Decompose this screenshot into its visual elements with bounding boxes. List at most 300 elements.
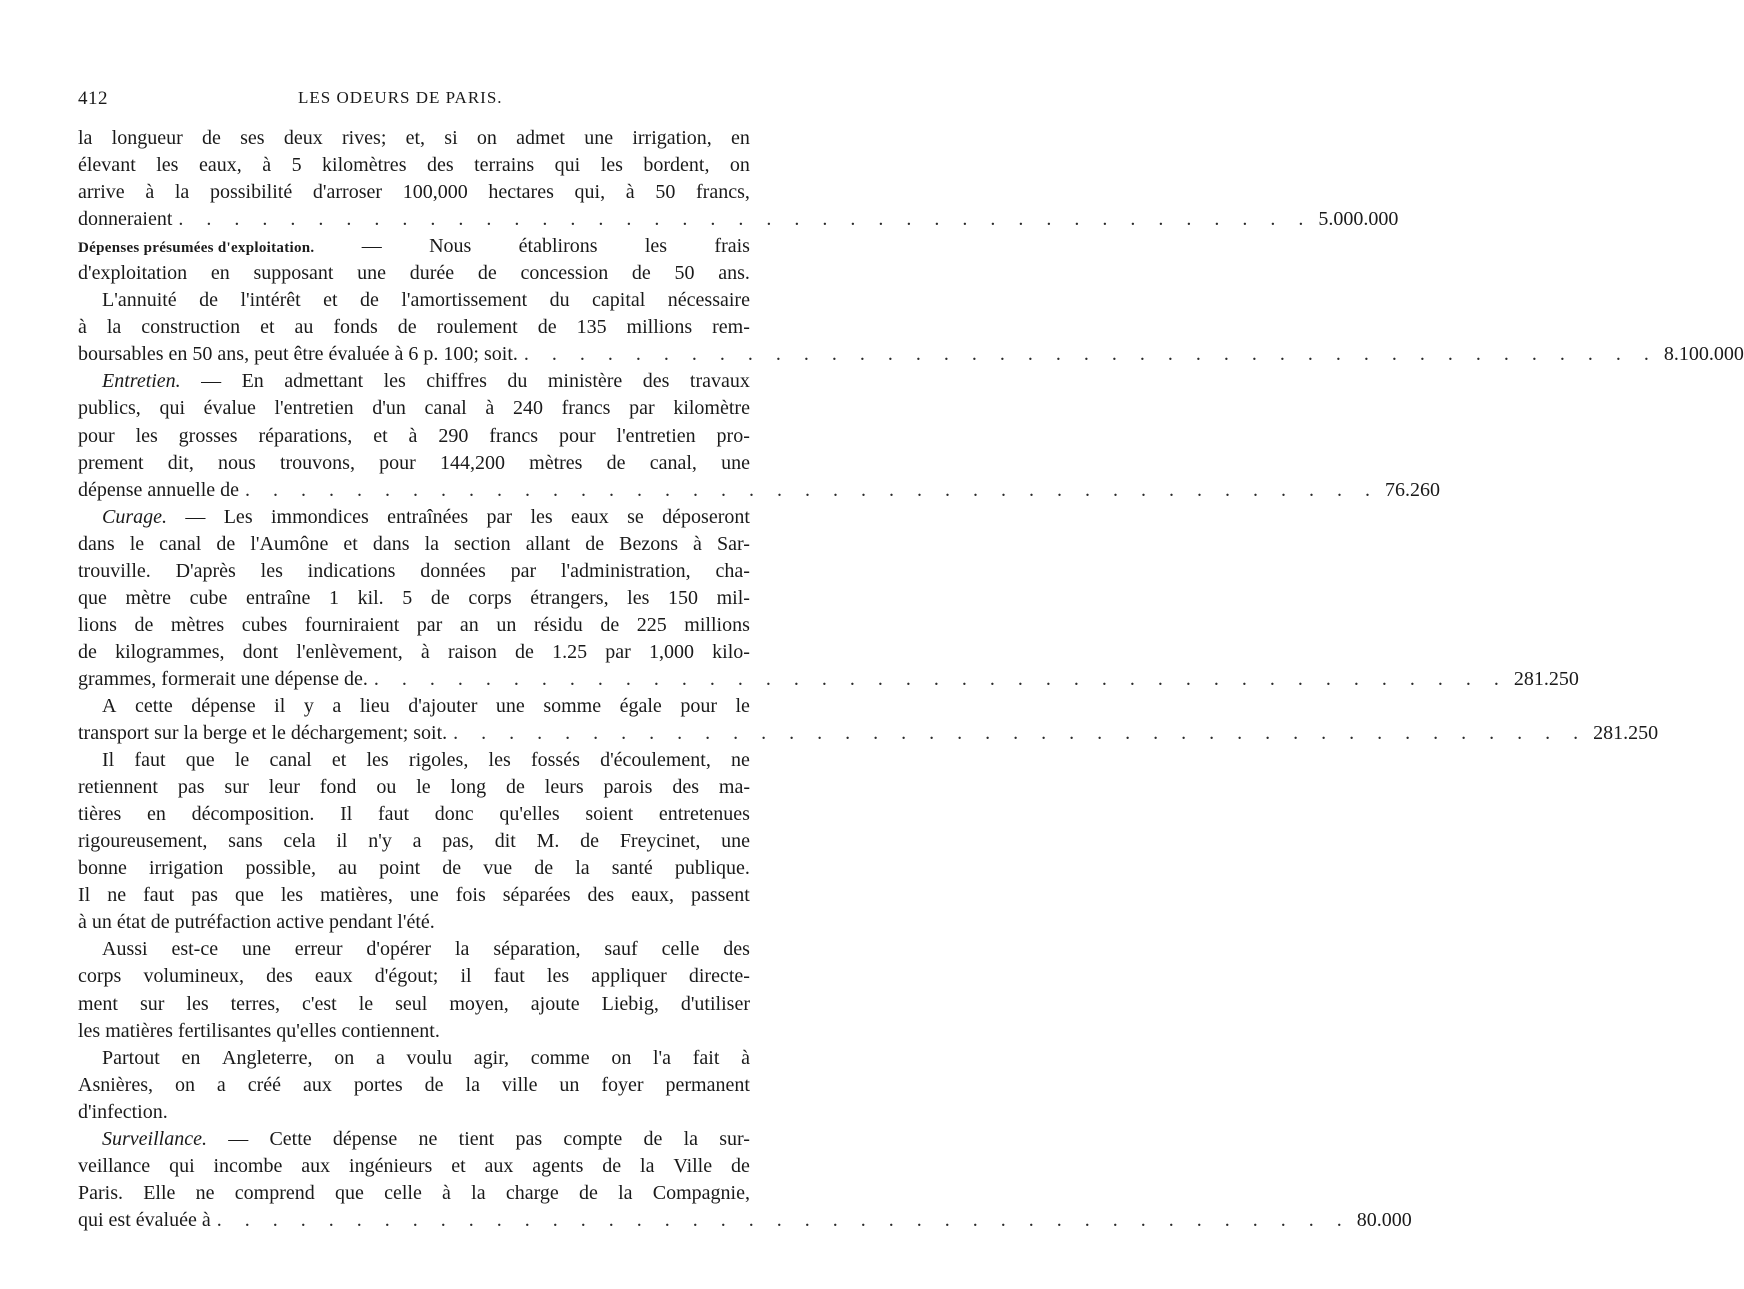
- word: Il: [78, 884, 91, 907]
- word: bordent,: [643, 154, 710, 177]
- word: kilo-: [712, 640, 750, 663]
- word: Nous: [429, 235, 472, 258]
- word: les: [530, 505, 553, 528]
- word: charge: [505, 1181, 559, 1204]
- word: et: [260, 316, 275, 339]
- word: kil.: [357, 586, 384, 609]
- word: M.: [536, 830, 560, 853]
- word: l'entretien: [274, 397, 354, 420]
- word: canal: [159, 532, 202, 555]
- word: de: [578, 1181, 598, 1204]
- word: donc: [434, 803, 474, 826]
- word: rives;: [341, 127, 387, 149]
- text-line: [78, 287, 750, 314]
- word: un: [496, 613, 517, 636]
- text-line: [78, 612, 750, 639]
- word: de: [731, 1154, 750, 1177]
- word: entraîne: [245, 586, 311, 609]
- word: eaux,: [631, 884, 674, 907]
- word: irrigation,: [632, 127, 712, 149]
- word: francs,: [696, 181, 750, 204]
- word: pas: [177, 776, 205, 799]
- word: veillance: [78, 1154, 151, 1177]
- word: la: [465, 1073, 480, 1096]
- word: en: [181, 1046, 201, 1069]
- text-line: [78, 828, 750, 855]
- word: mètre: [125, 586, 172, 609]
- page-header: [78, 88, 748, 116]
- word: publics,: [78, 397, 141, 420]
- word: la: [471, 1181, 486, 1204]
- line-text: à un état de putréfaction active pendant l'été.: [78, 911, 435, 934]
- word: et,: [405, 127, 426, 149]
- word: travaux: [689, 370, 750, 393]
- body-text: [78, 125, 1744, 1234]
- word: en: [147, 803, 166, 826]
- word: voulu: [406, 1046, 453, 1069]
- text-line: [78, 720, 1659, 747]
- word: retiennent: [78, 776, 158, 799]
- word: qui,: [574, 181, 606, 204]
- word: —: [185, 505, 206, 528]
- word: le: [735, 694, 750, 717]
- word: à: [693, 532, 702, 555]
- word: il: [460, 965, 472, 988]
- text-line: [78, 1153, 750, 1180]
- word: d'un: [372, 397, 406, 420]
- word: a: [216, 1073, 226, 1096]
- word: pour: [558, 424, 596, 447]
- word: de: [515, 640, 534, 663]
- word: Bezons: [619, 532, 678, 555]
- word: Asnières,: [78, 1073, 153, 1096]
- word: lions: [78, 613, 117, 636]
- word: tient: [458, 1127, 495, 1150]
- word: à: [262, 154, 272, 177]
- word: Paris.: [78, 1181, 123, 1204]
- word: leurs: [544, 776, 584, 799]
- word: que: [185, 749, 215, 772]
- word: canal,: [649, 451, 697, 474]
- word: a: [332, 694, 342, 717]
- word: aux: [484, 1154, 514, 1177]
- word: francs: [489, 424, 539, 447]
- text-line: [78, 666, 1579, 693]
- word: d'utiliser: [680, 992, 750, 1015]
- word: faut: [143, 884, 175, 907]
- text-line: [78, 801, 750, 828]
- word: les: [156, 154, 179, 177]
- amount-value: 8.100.000: [1663, 343, 1744, 366]
- word: de: [643, 1127, 663, 1150]
- word: l'enlèvement,: [296, 640, 403, 663]
- word: dans: [78, 532, 115, 555]
- word: au: [338, 857, 358, 880]
- line-text: transport sur la berge et le déchargement; soit.: [78, 722, 448, 745]
- text-line: [78, 341, 1744, 368]
- word: de: [199, 289, 219, 312]
- text-line: [78, 1126, 750, 1153]
- line-text: boursables en 50 ans, peut être évaluée à 6 p. 100; soit.: [78, 343, 518, 366]
- word: sauf: [604, 938, 638, 961]
- word: par: [605, 640, 631, 663]
- word: de: [534, 857, 554, 880]
- word: à: [145, 181, 155, 204]
- word: que: [78, 586, 107, 609]
- word: qui: [159, 397, 185, 420]
- word: sur: [224, 776, 249, 799]
- word: d'écoulement,: [600, 749, 711, 772]
- word: roulement: [436, 316, 518, 339]
- word: construction: [141, 316, 241, 339]
- text-line: [78, 504, 750, 531]
- word: la: [575, 857, 590, 880]
- word: —: [361, 235, 382, 258]
- word: trouville.: [78, 559, 151, 582]
- word: de: [606, 451, 626, 474]
- word: une: [242, 938, 271, 961]
- word: immondices: [270, 505, 369, 528]
- word: francs: [561, 397, 611, 420]
- word: ans.: [718, 262, 750, 285]
- word: comme: [530, 1046, 590, 1069]
- word: on: [334, 1046, 355, 1069]
- word: eaux: [314, 965, 353, 988]
- word: corps: [78, 965, 122, 988]
- word: séparées: [502, 884, 571, 907]
- text-line: [78, 152, 750, 179]
- word: 1: [328, 586, 339, 609]
- word: les: [600, 154, 623, 177]
- word: par: [510, 559, 537, 582]
- word: irrigation: [148, 857, 224, 880]
- word: section: [454, 532, 511, 555]
- word: de: [505, 776, 525, 799]
- word: faut: [134, 749, 166, 772]
- word: 150: [667, 586, 698, 609]
- word: ou: [376, 776, 397, 799]
- word: —: [201, 370, 222, 393]
- word: compte: [563, 1127, 623, 1150]
- word: les: [135, 424, 158, 447]
- word: dit: [494, 830, 516, 853]
- word: de: [134, 613, 154, 636]
- word: décomposition.: [191, 803, 315, 826]
- word: des: [642, 370, 670, 393]
- word: de: [397, 316, 417, 339]
- word: l'Aumône: [250, 532, 329, 555]
- word: fait: [692, 1046, 720, 1069]
- amount-value: 281.250: [1513, 667, 1579, 690]
- text-line: [78, 747, 750, 774]
- text-line: [78, 125, 750, 152]
- word: corps: [468, 586, 512, 609]
- word: en: [731, 127, 750, 149]
- word: durée: [409, 262, 455, 285]
- italic-heading: Curage.: [102, 505, 167, 528]
- word: les: [546, 965, 570, 988]
- word: Cette: [269, 1127, 312, 1150]
- word: égale: [619, 694, 662, 717]
- word: long: [450, 776, 487, 799]
- word: de: [430, 586, 450, 609]
- word: lieu: [359, 694, 390, 717]
- text-line: [78, 1045, 750, 1072]
- word: pas: [515, 1127, 543, 1150]
- word: ingénieurs: [349, 1154, 433, 1177]
- word: ne: [107, 884, 127, 907]
- word: longueur: [111, 127, 183, 149]
- word: la: [683, 1127, 699, 1150]
- word: de: [602, 1154, 622, 1177]
- word: D'après: [175, 559, 236, 582]
- word: d'exploitation: [78, 262, 188, 285]
- word: kilomètres: [322, 154, 407, 177]
- word: la: [424, 532, 439, 555]
- text-line: [78, 1180, 750, 1207]
- word: entretenues: [658, 803, 750, 826]
- word: possible,: [245, 857, 317, 880]
- word: dépense: [191, 694, 256, 717]
- word: des: [672, 776, 699, 799]
- word: du: [549, 289, 570, 312]
- dot-leader: . . . . . . . . . . . . . . . . . . . . . . . . . . . . . . . . . . . . . . . . .: [245, 478, 1380, 501]
- word: que: [234, 884, 264, 907]
- italic-heading: Entretien.: [102, 370, 181, 393]
- word: mètres: [170, 613, 225, 636]
- word: concession: [520, 262, 609, 285]
- word: agents: [532, 1154, 584, 1177]
- word: si: [444, 127, 458, 149]
- word: les: [488, 749, 511, 772]
- word: 1.25: [552, 640, 588, 663]
- word: appliquer: [591, 965, 667, 988]
- word: erreur: [294, 938, 343, 961]
- word: tières: [78, 803, 122, 826]
- word: rem-: [712, 316, 750, 339]
- word: établirons: [518, 235, 598, 258]
- word: vue: [483, 857, 513, 880]
- word: de: [360, 289, 379, 312]
- word: une: [495, 694, 525, 717]
- word: portes: [353, 1073, 403, 1096]
- word: fonds: [333, 316, 378, 339]
- word: c'est: [302, 992, 337, 1015]
- word: kilogrammes,: [115, 640, 225, 663]
- word: permanent: [665, 1073, 750, 1096]
- word: eaux,: [198, 154, 242, 177]
- word: par: [416, 613, 443, 636]
- word: l'entretien: [616, 424, 696, 447]
- text-line: [78, 1072, 750, 1099]
- word: pour: [379, 451, 416, 474]
- word: celle: [661, 938, 700, 961]
- word: ne: [418, 1127, 438, 1150]
- text-line: [78, 450, 750, 477]
- word: par: [629, 397, 655, 420]
- word: par: [486, 505, 513, 528]
- word: Angleterre,: [222, 1046, 313, 1069]
- word: de: [477, 262, 497, 285]
- word: la: [174, 181, 190, 204]
- word: publique.: [674, 857, 750, 880]
- word: les: [644, 235, 668, 258]
- line-text: d'infection.: [78, 1100, 168, 1123]
- line-text: qui est évaluée à: [78, 1208, 211, 1231]
- word: un: [559, 1073, 580, 1096]
- word: pas: [191, 884, 218, 907]
- word: 50: [655, 181, 676, 204]
- word: En: [241, 370, 264, 393]
- word: rigoureusement,: [78, 830, 208, 853]
- word: seul: [395, 992, 428, 1015]
- word: la: [106, 316, 122, 339]
- word: de: [202, 127, 221, 149]
- line-text: dépense annuelle de: [78, 478, 240, 501]
- word: à: [625, 181, 635, 204]
- word: agir,: [473, 1046, 510, 1069]
- word: millions: [684, 613, 750, 636]
- word: pour: [680, 694, 717, 717]
- word: soient: [585, 803, 634, 826]
- word: raison: [447, 640, 497, 663]
- text-line: [78, 855, 750, 882]
- word: admettant: [284, 370, 364, 393]
- word: il: [274, 694, 286, 717]
- word: la: [454, 938, 470, 961]
- word: canal: [424, 397, 467, 420]
- word: 1,000: [649, 640, 694, 663]
- word: de: [216, 532, 236, 555]
- word: le: [358, 992, 374, 1015]
- word: des: [587, 884, 615, 907]
- word: admet: [516, 127, 565, 149]
- word: Partout: [102, 1046, 160, 1069]
- word: ses: [240, 127, 265, 149]
- word: il: [336, 830, 348, 853]
- word: le: [129, 532, 145, 555]
- word: foyer: [601, 1073, 644, 1096]
- word: y: [303, 694, 314, 717]
- word: l'intérêt: [240, 289, 301, 312]
- word: —: [228, 1127, 249, 1150]
- word: une: [721, 451, 750, 474]
- word: au: [294, 316, 314, 339]
- word: à: [485, 397, 495, 420]
- word: bonne: [78, 857, 127, 880]
- word: données: [420, 559, 486, 582]
- text-line: [78, 423, 750, 450]
- word: comprend: [234, 1181, 315, 1204]
- word: aux: [301, 1154, 331, 1177]
- word: a: [375, 1046, 385, 1069]
- word: L'annuité: [102, 289, 177, 312]
- page-number: 412: [78, 88, 108, 109]
- text-line: [78, 395, 750, 422]
- text-line: [78, 314, 750, 341]
- word: de: [442, 857, 462, 880]
- italic-heading: Surveillance.: [102, 1127, 207, 1150]
- word: celle: [384, 1181, 422, 1204]
- word: pour: [78, 424, 115, 447]
- word: on: [611, 1046, 632, 1069]
- text-line: [78, 368, 750, 395]
- text-line: [78, 233, 750, 260]
- word: de: [580, 830, 600, 853]
- word: une: [584, 127, 614, 149]
- word: à: [78, 316, 87, 339]
- text-line: [78, 531, 750, 558]
- word: sur: [139, 992, 165, 1015]
- line-text: donneraient: [78, 208, 173, 231]
- section-heading: Dépenses présumées d'exploitation.: [78, 240, 315, 257]
- word: rigoles,: [408, 749, 469, 772]
- word: 50: [674, 262, 695, 285]
- word: kilomètre: [673, 397, 750, 420]
- word: indications: [307, 559, 396, 582]
- word: cubes: [241, 613, 288, 636]
- word: 225: [636, 613, 667, 636]
- text-line: [78, 1018, 750, 1045]
- word: volumineux,: [143, 965, 244, 988]
- word: à: [442, 1181, 451, 1204]
- word: passent: [690, 884, 750, 907]
- word: dont: [242, 640, 279, 663]
- word: les: [366, 749, 389, 772]
- word: faut: [493, 965, 525, 988]
- word: directe-: [688, 965, 750, 988]
- word: 100,000: [402, 181, 468, 204]
- word: cha-: [715, 559, 750, 582]
- word: résidu: [533, 613, 583, 636]
- word: fois: [455, 884, 486, 907]
- word: la: [78, 127, 93, 149]
- word: matières,: [320, 884, 393, 907]
- word: dit,: [167, 451, 194, 474]
- word: à: [741, 1046, 750, 1069]
- word: mètres: [529, 451, 583, 474]
- dot-leader: . . . . . . . . . . . . . . . . . . . . . . . . . . . . . . . . . . . . . . . . .: [373, 667, 1508, 690]
- text-line: [78, 1099, 750, 1126]
- word: 5: [402, 586, 413, 609]
- word: sur-: [719, 1127, 750, 1150]
- text-line: [78, 991, 750, 1018]
- text-line: [78, 882, 750, 909]
- word: trouvons,: [279, 451, 355, 474]
- word: le: [234, 749, 250, 772]
- word: que: [334, 1181, 364, 1204]
- word: séparation,: [493, 938, 581, 961]
- word: les: [627, 586, 650, 609]
- word: des: [723, 938, 750, 961]
- word: de: [631, 262, 651, 285]
- word: ne: [195, 1181, 215, 1204]
- dot-leader: . . . . . . . . . . . . . . . . . . . . . . . . . . . . . . . . . . . . . . . . .: [216, 1208, 1351, 1231]
- text-line: [78, 558, 750, 585]
- word: de: [537, 316, 557, 339]
- word: l'a: [653, 1046, 672, 1069]
- word: point: [379, 857, 421, 880]
- word: eaux: [571, 505, 609, 528]
- word: Sar-: [716, 532, 750, 555]
- word: le: [416, 776, 431, 799]
- word: fond: [319, 776, 357, 799]
- word: deux: [283, 127, 323, 149]
- word: faut: [378, 803, 410, 826]
- word: Liebig,: [601, 992, 659, 1015]
- word: nous: [218, 451, 256, 474]
- word: l'administration,: [560, 559, 691, 582]
